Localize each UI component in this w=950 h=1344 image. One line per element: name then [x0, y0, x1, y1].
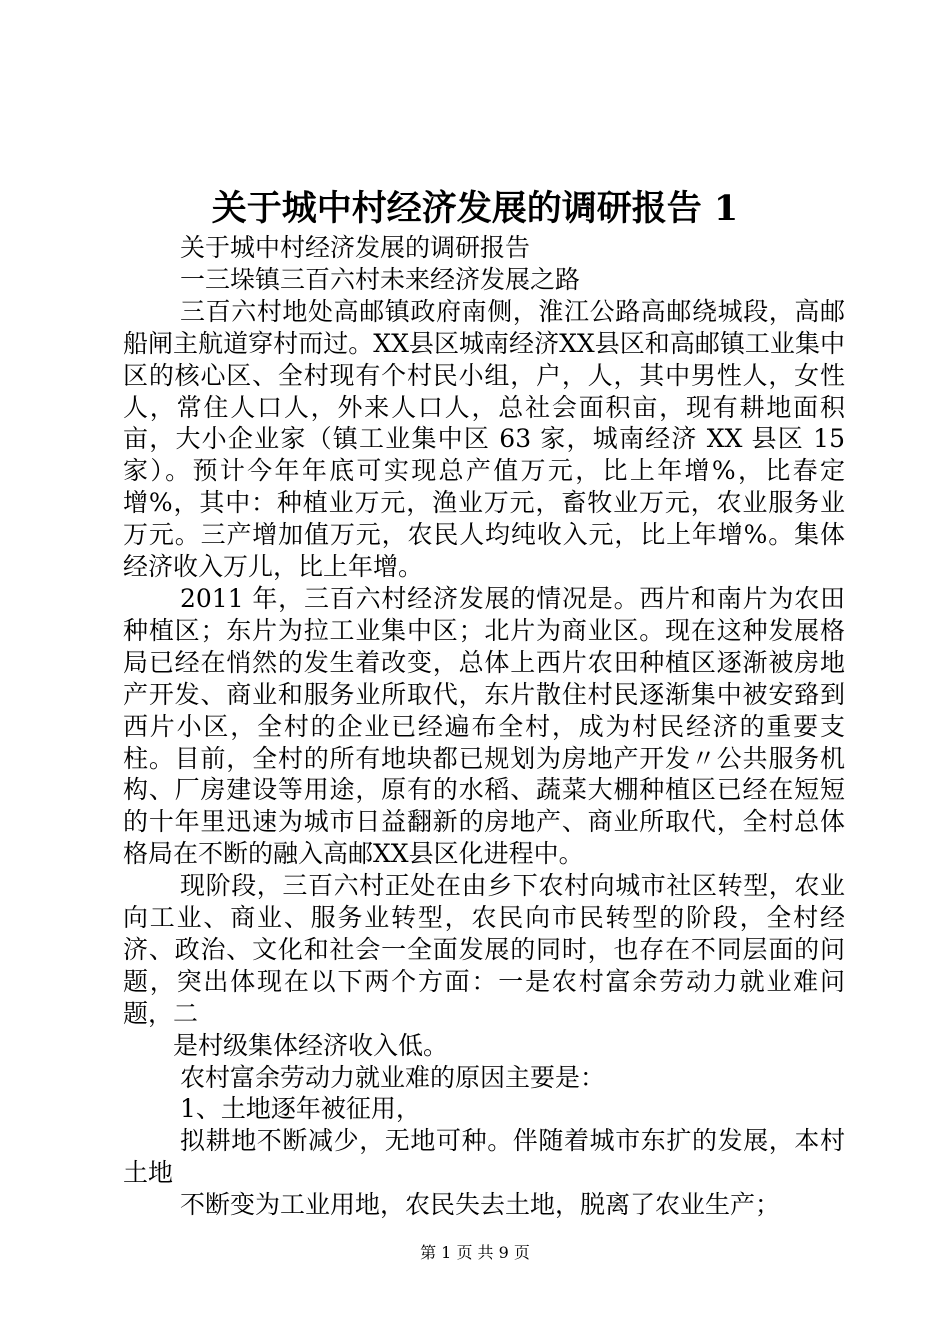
- body-paragraph: 拟耕地不断减少，无地可种。伴随着城市东扩的发展，本村土地: [123, 1126, 845, 1188]
- body-paragraph: 是村级集体经济收入低。: [173, 1030, 449, 1060]
- page-footer: 第 1 页 共 9 页: [420, 1243, 530, 1262]
- body-paragraph: 不断变为工业用地，农民失去土地，脱离了农业生产；: [180, 1190, 781, 1220]
- document-body: [123, 232, 845, 1221]
- body-paragraph: 农村富余劳动力就业难的原因主要是：: [180, 1062, 606, 1092]
- subtitle-line: 关于城中村经济发展的调研报告: [180, 233, 531, 262]
- list-item: 1、土地逐年被征用，: [180, 1094, 421, 1124]
- body-paragraph: 三百六村地处高邮镇政府南侧，淮江公路高邮绕城段，高邮船闸主航道穿村而过。XX县区城南经济XX县区和高邮镇工业集中区的核心区、全村现有个村民小组，户，人，其中男性人，女性人，常住人口人，外来人口人，总社会面积亩，现有耕地面积亩，大小企业家（镇工业集中区 63 家，城南经济 XX 县区 15 家）。预计今年年底可实现总产值万元，比上年增%，比春定增%，其中：种植业万元，渔业万元，畜牧业万元，农业服务业万元。三产增加值万元，农民人均纯收入元，比上年增%。集体经济收入万儿，比上年增。: [123, 296, 845, 582]
- document-title: 关于城中村经济发展的调研报告 1: [211, 188, 739, 229]
- body-paragraph: 现阶段，三百六村正处在由乡下农村向城市社区转型，农业向工业、商业、服务业转型，农民向市民转型的阶段，全村经济、政治、文化和社会一全面发展的同时，也存在不同层面的问题，突出体现在以下两个方面：一是农村富余劳动力就业难问题，二: [123, 871, 845, 1028]
- subtitle-line: 一三垛镇三百六村未来经济发展之路: [180, 264, 581, 294]
- body-paragraph: 2011 年，三百六村经济发展的情况是。西片和南片为农田种植区；东片为拉工业集中区；北片为商业区。现在这种发展格局已经在悄然的发生着改变，总体上西片农田种植区逐渐被房地产开发、商业和服务业所取代，东片散住村民逐渐集中被安臵到西片小区，全村的企业已经遍布全村，成为村民经济的重要支柱。目前，全村的所有地块都已规划为房地产开发〃公共服务机构、厂房建设等用途，原有的水稻、蔬菜大棚种植区已经在短短的十年里迅速为城市日益翻新的房地产、商业所取代，全村总体格局在不断的融入高邮XX县区化进程中。: [123, 583, 845, 869]
